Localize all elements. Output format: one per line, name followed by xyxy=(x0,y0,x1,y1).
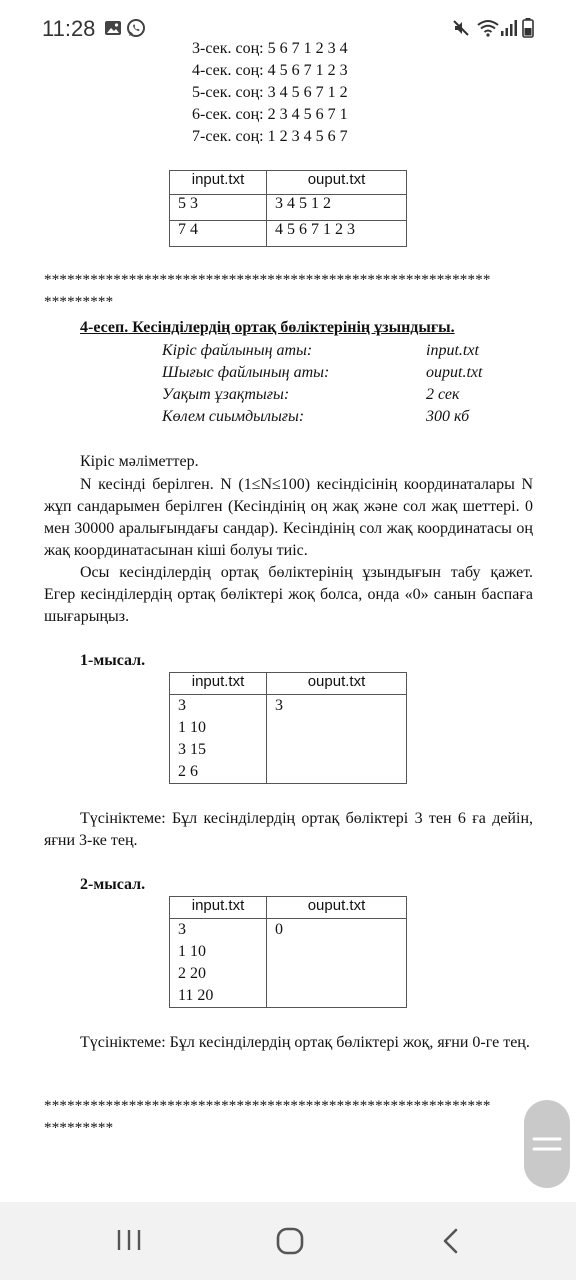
table-cell: 4 5 6 7 1 2 3 xyxy=(267,221,407,247)
table-row xyxy=(170,919,407,1008)
separator-stars: ********************************************************** xyxy=(44,1098,491,1114)
scroll-handle[interactable] xyxy=(524,1100,570,1188)
back-icon[interactable] xyxy=(440,1228,462,1254)
sequence-line: 7-сек. соң: 1 2 3 4 5 6 7 xyxy=(192,128,348,145)
table-cell: 5 3 xyxy=(170,195,267,221)
table-cell-output: 0 xyxy=(267,919,407,1008)
meta-label: Уақыт ұзақтығы: xyxy=(162,386,290,403)
problem-title: 4-есеп. Кесінділердің ортақ бөліктерінің ұзындығы. xyxy=(80,319,455,336)
gallery-icon xyxy=(104,18,122,38)
separator-stars: ********* xyxy=(44,294,114,310)
separator-stars: ********************************************************** xyxy=(44,272,491,288)
battery-icon xyxy=(522,18,534,38)
input-line: 1 10 xyxy=(178,943,206,960)
example-explanation: Түсініктеме: Бұл кесінділердің ортақ бөліктері 3 тен 6 ға дейін, яғни 3-ке тең. xyxy=(44,810,533,849)
example-explanation: Түсініктеме: Бұл кесінділердің ортақ бөліктері жоқ, яғни 0-ге тең. xyxy=(80,1034,530,1051)
input-heading: Кіріс мәліметтер. xyxy=(80,453,199,470)
recent-apps-icon[interactable] xyxy=(116,1228,142,1252)
input-line: 3 15 xyxy=(178,741,206,758)
example-title: 2-мысал. xyxy=(80,876,146,893)
table-cell-input xyxy=(170,919,267,1008)
table-cell: 3 4 5 1 2 xyxy=(267,195,407,221)
table-header: input.txt xyxy=(170,897,267,919)
meta-value: 2 сек xyxy=(426,386,460,403)
example-table xyxy=(169,896,407,1008)
sequence-line: 4-сек. соң: 4 5 6 7 1 2 3 xyxy=(192,62,348,79)
whatsapp-icon xyxy=(126,18,146,38)
input-line: 3 xyxy=(178,921,186,938)
mute-icon xyxy=(452,18,470,38)
example-title: 1-мысал. xyxy=(80,652,146,669)
meta-label: Көлем сиымдылығы: xyxy=(162,408,305,425)
table-row xyxy=(170,695,407,784)
table-header: ouput.txt xyxy=(267,673,407,695)
scroll-handle-icon xyxy=(532,1130,562,1158)
meta-label: Шығыс файлының аты: xyxy=(162,364,330,381)
sequence-line: 5-сек. соң: 3 4 5 6 7 1 2 xyxy=(192,84,348,101)
example-table xyxy=(169,672,407,784)
meta-label: Кіріс файлының аты: xyxy=(162,342,313,359)
signal-icon xyxy=(500,18,518,38)
table-header: input.txt xyxy=(170,673,267,695)
meta-value: ouput.txt xyxy=(426,364,483,381)
input-line: 11 20 xyxy=(178,987,214,1004)
sequence-line: 3-сек. соң: 5 6 7 1 2 3 4 xyxy=(192,40,348,57)
problem-description: N кесінді берілген. N (1≤N≤100) кесіндісінің координаталары N жұп сандарымен берілген (Кесіндінің оң жақ және сол жақ шеттері. 0 мен 30000 аралығындағы сандар). Кесіндінің сол жақ координатасы оң жақ координатасынан кіші болуы тиіс. xyxy=(44,476,533,559)
status-time: 11:28 xyxy=(42,16,96,41)
navigation-bar xyxy=(0,1202,576,1280)
document-page[interactable] xyxy=(0,40,576,1200)
separator-stars: ********* xyxy=(44,1120,114,1136)
table-header: ouput.txt xyxy=(267,897,407,919)
table-header: ouput.txt xyxy=(267,171,407,195)
problem-task: Осы кесінділердің ортақ бөліктерінің ұзындығын табу қажет. Егер кесінділердің ортақ бөліктері жоқ болса, онда «0» санын баспаға шығарыңыз. xyxy=(44,564,533,625)
table-row xyxy=(170,221,407,247)
table-header: input.txt xyxy=(170,171,267,195)
input-line: 1 10 xyxy=(178,719,206,736)
input-line: 2 6 xyxy=(178,763,198,780)
input-line: 3 xyxy=(178,697,186,714)
input-line: 2 20 xyxy=(178,965,206,982)
meta-value: input.txt xyxy=(426,342,479,359)
example-table xyxy=(169,170,407,247)
table-cell-output: 3 xyxy=(267,695,407,784)
table-row xyxy=(170,195,407,221)
table-cell-input xyxy=(170,695,267,784)
meta-value: 300 кб xyxy=(426,408,470,425)
sequence-line: 6-сек. соң: 2 3 4 5 6 7 1 xyxy=(192,106,348,123)
home-icon[interactable] xyxy=(276,1227,304,1255)
table-cell: 7 4 xyxy=(170,221,267,247)
wifi-icon xyxy=(476,18,500,38)
